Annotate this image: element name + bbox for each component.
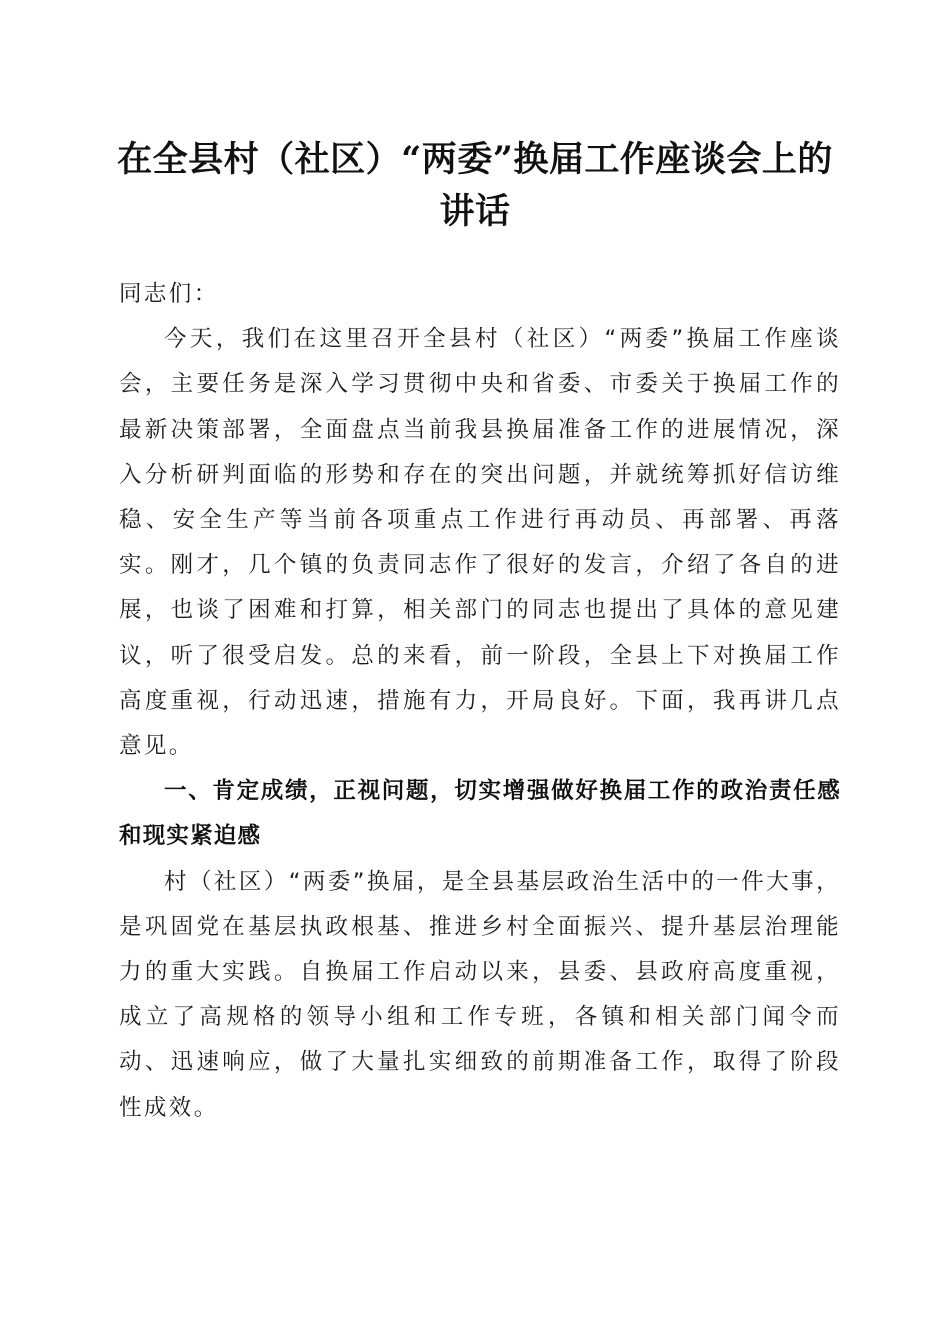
- document-body: [119, 272, 841, 1131]
- document-title: 在全县村（社区）“两委”换届工作座谈会上的讲话: [117, 139, 833, 232]
- salutation: 同志们：: [119, 281, 219, 307]
- section-heading: 一、肯定成绩，正视问题，切实增强做好换届工作的政治责任感和现实紧迫感: [119, 778, 841, 850]
- opening-paragraph: 今天，我们在这里召开全县村（社区）“两委”换届工作座谈会，主要任务是深入学习贯彻中央和省委、市委关于换届工作的最新决策部署，全面盘点当前我县换届准备工作的进展情况，深入分析研判面临的形势和存在的突出问题，并就统筹抓好信访维稳、安全生产等当前各项重点工作进行再动员、再部署、再落实。刚才，几个镇的负责同志作了很好的发言，介绍了各自的进展，也谈了困难和打算，相关部门的同志也提出了具体的意见建议，听了很受启发。总的来看，前一阶段，全县上下对换届工作高度重视，行动迅速，措施有力，开局良好。下面，我再讲几点意见。: [119, 326, 841, 760]
- section-paragraph: 村（社区）“两委”换届，是全县基层政治生活中的一件大事，是巩固党在基层执政根基、推进乡村全面振兴、提升基层治理能力的重大实践。自换届工作启动以来，县委、县政府高度重视，成立了高规格的领导小组和工作专班，各镇和相关部门闻令而动、迅速响应，做了大量扎实细致的前期准备工作，取得了阶段性成效。: [119, 868, 841, 1121]
